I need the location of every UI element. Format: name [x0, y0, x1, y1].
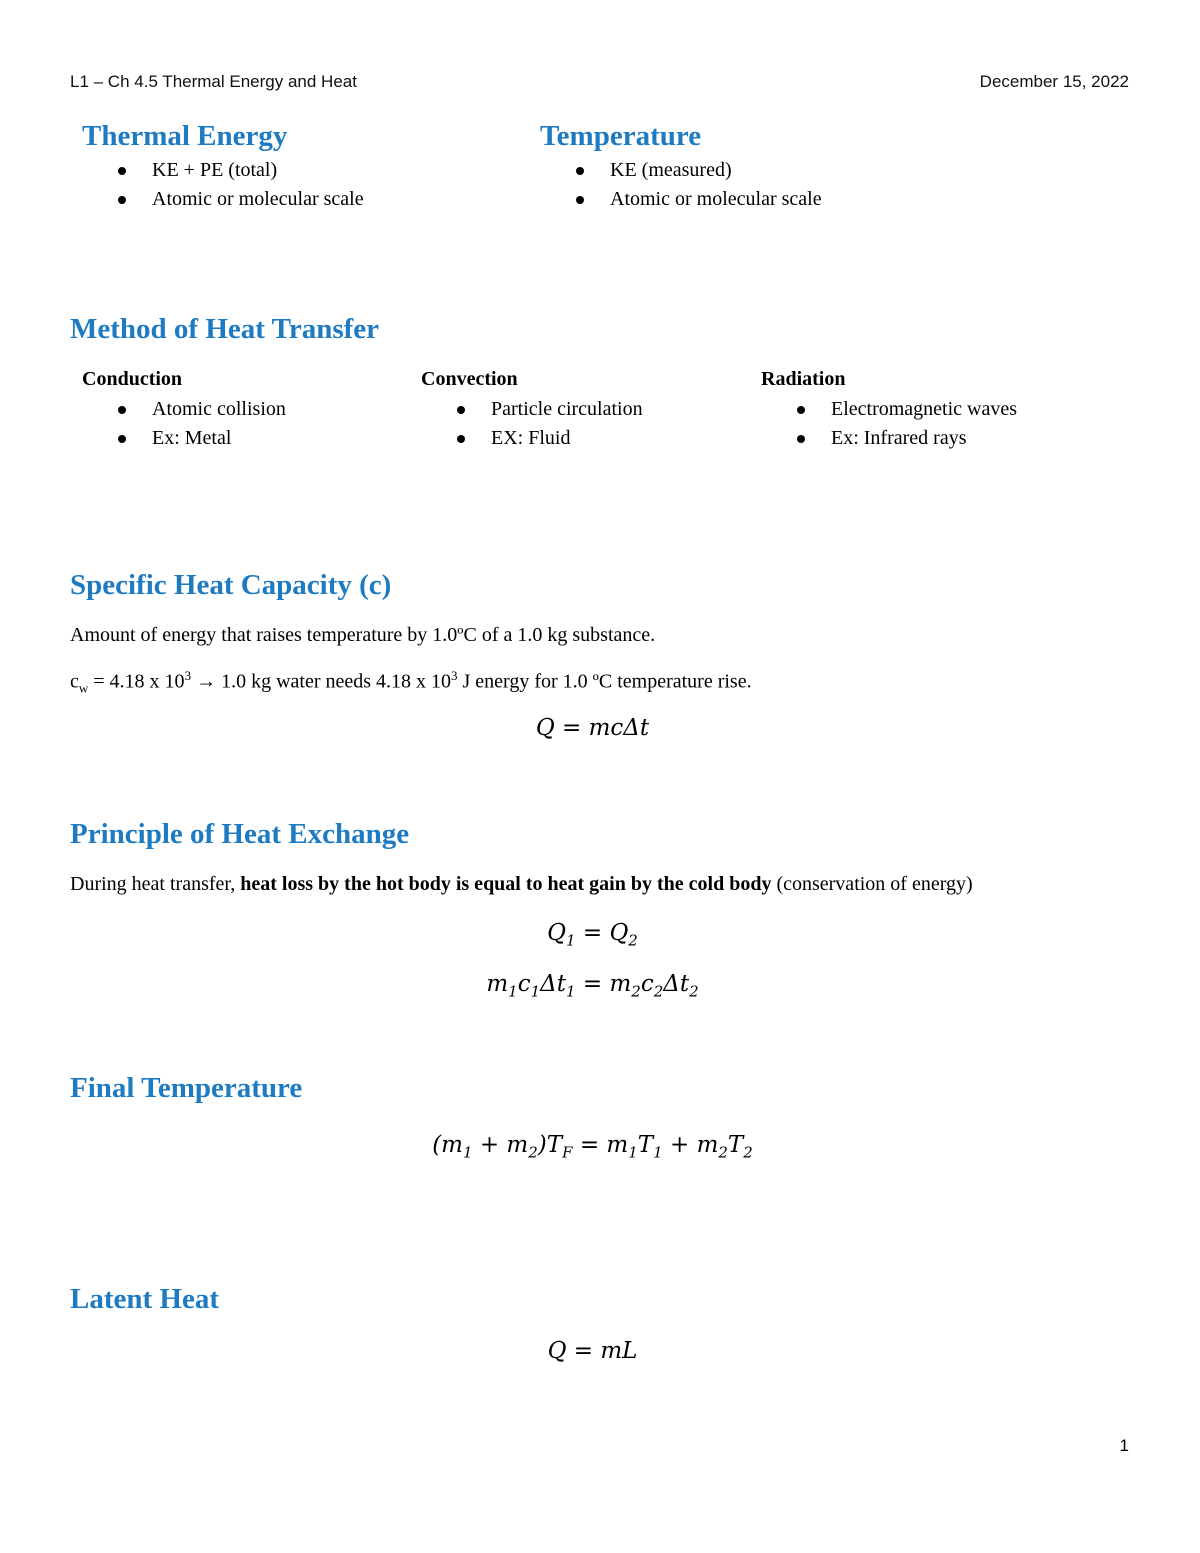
temperature-list — [568, 156, 822, 214]
convection-heading: Convection — [421, 368, 518, 390]
page-number: 1 — [1119, 1436, 1129, 1455]
radiation-heading: Radiation — [761, 368, 846, 390]
specific-heat-definition: Amount of energy that raises temperature by 1.0ºC of a 1.0 kg substance. — [70, 624, 656, 646]
conduction-list — [110, 395, 286, 453]
method-heading: Method of Heat Transfer — [70, 313, 380, 345]
final-temp-heading: Final Temperature — [70, 1072, 303, 1104]
latent-heat-formula: Q = mL — [547, 1338, 638, 1364]
header-date: December 15, 2022 — [979, 72, 1129, 91]
latent-heat-heading: Latent Heat — [70, 1283, 219, 1315]
list-item: Atomic or molecular scale — [568, 185, 822, 214]
list-item: KE + PE (total) — [110, 156, 364, 185]
conduction-heading: Conduction — [82, 368, 183, 390]
temperature-heading: Temperature — [540, 120, 702, 152]
radiation-list — [789, 395, 1017, 453]
arrow-icon: → — [191, 670, 222, 693]
specific-heat-heading: Specific Heat Capacity (c) — [70, 569, 392, 601]
specific-heat-example: $c_w = 4.18$ x $10^3 \to 1.0$ kg water needs 4.18 x $10^3$ J energy for 1.0 ºC temperature rise. — [70, 668, 752, 696]
list-item: Ex: Metal — [110, 424, 286, 453]
heat-exchange-heading: Principle of Heat Exchange — [70, 818, 410, 850]
list-item: EX: Fluid — [449, 424, 643, 453]
heat-exchange-formula-2: $m_1c_1\Delta t_1 = m_2c_2\Delta t_2$ — [486, 971, 699, 1001]
thermal-energy-heading: Thermal Energy — [82, 120, 288, 152]
final-temp-formula: $(m_1 + m_2)T_F = m_1T_1 + m_2T_2$ — [432, 1132, 753, 1162]
heat-exchange-formula-1: $Q_1 = Q_2$ — [547, 920, 638, 950]
list-item: Electromagnetic waves — [789, 395, 1017, 424]
list-item: KE (measured) — [568, 156, 822, 185]
list-item: Atomic or molecular scale — [110, 185, 364, 214]
convection-list — [449, 395, 643, 453]
list-item: Atomic collision — [110, 395, 286, 424]
header-title: L1 – Ch 4.5 Thermal Energy and Heat — [70, 72, 357, 91]
specific-heat-formula: Q = mcΔt — [535, 715, 650, 741]
thermal-energy-list — [110, 156, 364, 214]
list-item: Particle circulation — [449, 395, 643, 424]
list-item: Ex: Infrared rays — [789, 424, 1017, 453]
heat-exchange-text: During heat transfer, heat loss by the hot body is equal to heat gain by the cold body (conservation of energy) — [70, 873, 973, 895]
